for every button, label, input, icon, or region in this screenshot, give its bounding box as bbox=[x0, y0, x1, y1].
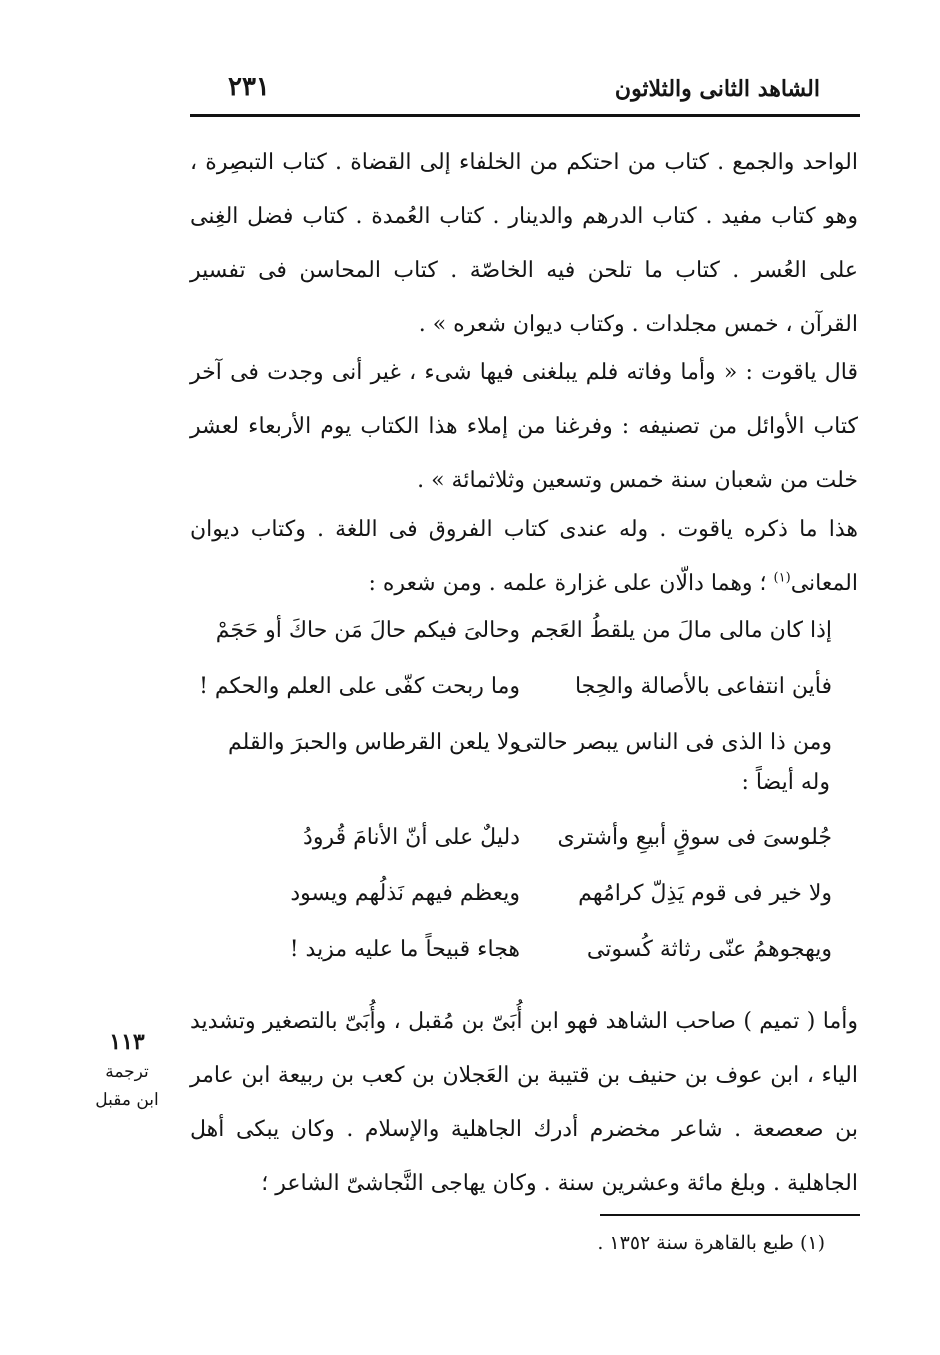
paragraph-author-works-main: هذا ما ذكره ياقوت . وله عندى كتاب الفروق فى اللغة . وكتاب ديوان المعانى bbox=[190, 517, 858, 596]
verse-intro: وله أيضاً : bbox=[741, 770, 830, 795]
paragraph-book-list: الواحد والجمع . كتاب من احتكم من الخلفاء إلى القضاة . كتاب التبصِرة ، وهو كتاب مفيد . كتاب الدرهم والدينار . كتاب العُمدة . كتاب فضل الغِنى على العُسر . كتاب ما تلحن فيه الخاصّة . كتاب المحاسن فى تفسير القرآن ، خمس مجلدات . وكتاب ديوان شعره » . bbox=[190, 150, 858, 337]
verse-second-hemistich: وما ربحت كفّى على العلم والحكم ! bbox=[199, 674, 520, 699]
verse-second-hemistich: ولا يلعن القرطاس والحبرَ والقلم bbox=[228, 730, 520, 755]
verse-first-hemistich: فأين انتفاعى بالأصالة والحِجا bbox=[574, 674, 832, 699]
paragraph-ibn-muqbil-bio: وأما ( تميم ) صاحب الشاهد فهو ابن أُبَىّ بن مُقبل ، وأُبَىّ بالتصغير وتشديد الياء ، ابن عوف بن حنيف بن قتيبة بن العَجلان بن كعب بن ربيعة ابن عامر بن صعصعة . شاعر مخضرم أدرك الجاهلية والإسلام . وكان يبكى أهل الجاهلية . وبلغ مائة وعشرين سنة . وكان يهاجى النَّجاشىّ الشاعر ؛ bbox=[190, 1009, 859, 1196]
verse-second-hemistich: ويعظم فيهم نَذلُهم ويسود bbox=[290, 881, 520, 906]
verse-line bbox=[215, 618, 832, 674]
verse-first-hemistich: إذا كان مالى مالَ من يلقطُ العَجم bbox=[530, 618, 832, 643]
footnote-reference: (١) bbox=[773, 570, 791, 586]
poem-first bbox=[199, 618, 832, 786]
verse-first-hemistich: جُلوسىَ فى سوقٍ أبيعِ وأشترى bbox=[557, 825, 832, 850]
footnote-rule bbox=[600, 1214, 860, 1216]
verse-first-hemistich: ولا خير فى قوم يَذِلّ كرامُهم bbox=[578, 881, 832, 906]
header-rule bbox=[190, 114, 860, 117]
verse-second-hemistich: دليلٌ على أنّ الأنامَ قُرودُ bbox=[303, 825, 520, 850]
page-header bbox=[190, 72, 860, 114]
margin-note bbox=[72, 1028, 182, 1114]
verse-line bbox=[220, 730, 832, 786]
verse-line bbox=[199, 674, 832, 730]
paragraph-author-works bbox=[190, 503, 858, 611]
margin-note-line2: ابن مقبل bbox=[95, 1090, 159, 1110]
verse-line bbox=[220, 881, 832, 937]
running-title: الشاهد الثانى والثلاثون bbox=[614, 76, 820, 102]
margin-note-line1: ترجمة bbox=[105, 1062, 149, 1082]
footnote: (١) طبع بالقاهرة سنة ١٣٥٢ . bbox=[597, 1232, 825, 1254]
margin-note-number: ١١٣ bbox=[109, 1029, 145, 1055]
verse-line bbox=[220, 937, 832, 993]
poem-second bbox=[220, 825, 832, 993]
verse-first-hemistich: ومن ذا الذى فى الناس يبصر حالتى bbox=[515, 730, 832, 755]
paragraph-yaqut-quote: قال ياقوت : « وأما وفاته فلم يبلغنى فيها شىء ، غير أنى وجدت فى آخر كتاب الأوائل من تصنيفه : وفرغنا من إملاء هذا الكتاب يوم الأربعاء لعشر خلت من شعبان سنة خمس وتسعين وثلاثمائة » . bbox=[190, 360, 858, 493]
verse-line bbox=[220, 825, 832, 881]
verse-second-hemistich: وحالىَ فيكم حالَ مَن حاكَ أو حَجَمْ bbox=[215, 618, 520, 643]
verse-first-hemistich: ويهجوهمُ عنّى رثاثة كُسوتى bbox=[586, 937, 832, 962]
verse-second-hemistich: هجاء قبيحاً ما عليه مزيد ! bbox=[289, 937, 520, 962]
paragraph-author-works-tail: ؛ وهما دالّان على غزارة علمه . ومن شعره : bbox=[368, 571, 774, 596]
page-number: ٢٣١ bbox=[228, 72, 270, 102]
